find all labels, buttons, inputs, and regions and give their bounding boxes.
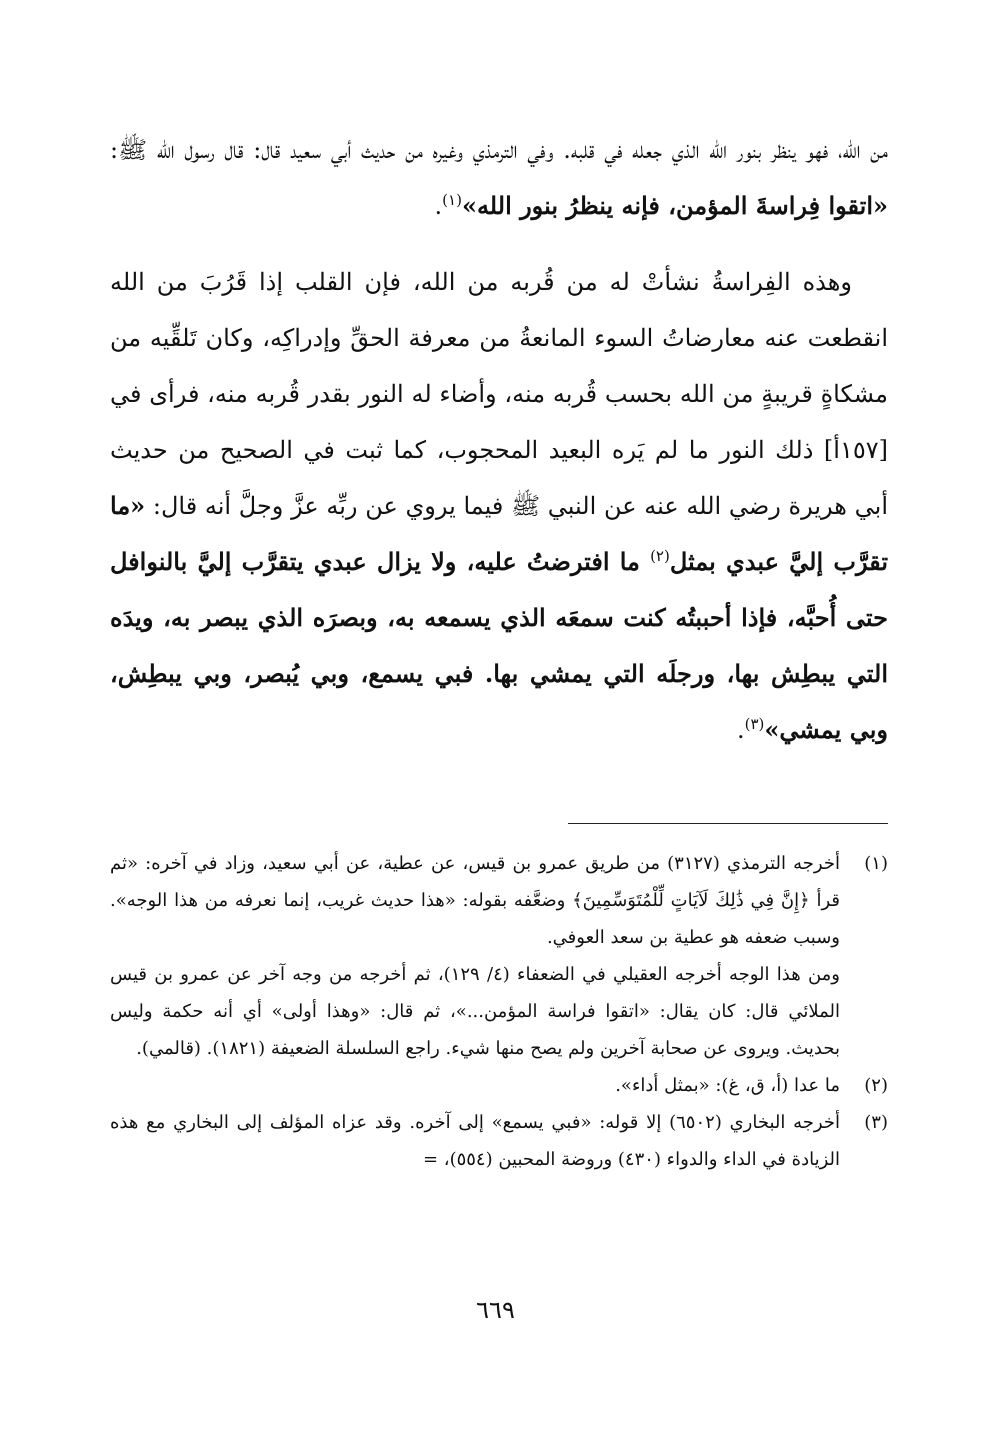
page-number: ٦٦٩ — [476, 1296, 515, 1324]
footnote-text: ما عدا (أ، ق، غ): «بمثل أداء». — [615, 1075, 840, 1096]
main-text — [110, 122, 888, 758]
footnote-ref-3[interactable]: (٣) — [744, 715, 765, 733]
paragraph-1 — [110, 122, 888, 234]
footnote-text: أخرجه الترمذي (٣١٢٧) من طريق عمرو بن قيس، عن عطية، عن أبي سعيد، وزاد في آخره: «ثم قرأ ﴿إِنَّ فِي ذَٰلِكَ لَآيَاتٍ لِّلْمُتَوَسِّمِينَ﴾ وضعَّفه بقوله: «هذا حديث غريب، إنما نعرفه من هذا الوجه». وسبب ضعفه هو عطية بن سعد العوفي. — [110, 853, 840, 948]
paragraph-2-text: وهذه الفِراسةُ نشأتْ له من قُربه من الله، فإن القلب إذا قَرُبَ من الله انقطعت عنه معارضاتُ السوء المانعةُ من معرفة الحقِّ وإدراكِه، وكان تَلقِّيه من مشكاةٍ قريبةٍ من الله بحسب قُربه منه، وأضاء له النور بقدر قُربه منه، فرأى في [١٥٧أ] ذلك النور ما لم يَره البعيد المحجوب، كما ثبت في الصحيح من حديث أبي هريرة رضي الله عنه عن النبي ﷺ فيما يروي عن ربِّه عزَّ وجلَّ أنه قال: — [110, 268, 888, 520]
paragraph-2 — [110, 254, 888, 758]
hadith-quote-1: «اتقوا فِراسةَ المؤمن، فإنه ينظرُ بنور الله» — [461, 191, 888, 220]
paragraph-1-end: . — [434, 192, 443, 220]
paragraph-2-end: . — [736, 716, 745, 744]
footnote-3 — [110, 1104, 888, 1178]
footnote-ref-1[interactable]: (١) — [442, 191, 462, 209]
footnote-text: أخرجه البخاري (٦٥٠٢) إلا قوله: «فبي يسمع» إلى آخره. وقد عزاه المؤلف إلى البخاري مع هذه الزيادة في الداء والدواء (٤٣٠) وروضة المحبين (٥٥٤)، = — [110, 1112, 840, 1170]
footnote-1-continuation — [110, 956, 888, 1067]
footnote-number: (١) — [864, 853, 888, 874]
footnote-divider — [568, 823, 888, 824]
footnote-number: (٢) — [864, 1075, 888, 1096]
footnote-1 — [110, 845, 888, 956]
footnote-ref-2[interactable]: (٢) — [650, 547, 670, 565]
hadith-quote-2b: ما افترضتُ عليه، ولا يزال عبدي يتقرَّب إليَّ بالنوافل حتى أُحبَّه، فإذا أحببتُه كنت سمعَه الذي يسمعه به، وبصرَه الذي يبصر به، ويدَه التي يبطِش بها، ورجلَه التي يمشي بها. فبي يسمع، وبي يُبصر، وبي يبطِش، وبي يمشي» — [110, 547, 888, 744]
footnotes — [110, 845, 888, 1178]
footnote-2 — [110, 1067, 888, 1104]
footnote-text: ومن هذا الوجه أخرجه العقيلي في الضعفاء (٤/ ١٢٩)، ثم أخرجه من وجه آخر عن عمرو بن قيس الملائي قال: كان يقال: «اتقوا فراسة المؤمن...»، ثم قال: «وهذا أولى» أي أنه حكمة وليس بحديث. ويروى عن صحابة آخرين ولم يصح منها شيء. راجع السلسلة الضعيفة (١٨٢١). (قالمي). — [110, 964, 841, 1059]
footnote-number: (٣) — [864, 1112, 888, 1133]
hadith-quote-2a: «ما تقرَّب إليَّ عبدي بمثل — [110, 491, 889, 576]
paragraph-1-text: من الله، فهو ينظر بنور الله الذي جعله في قلبه. وفي الترمذي وغيره من حديث أبي سعيد قال: قال رسول الله ﷺ: — [110, 136, 888, 164]
